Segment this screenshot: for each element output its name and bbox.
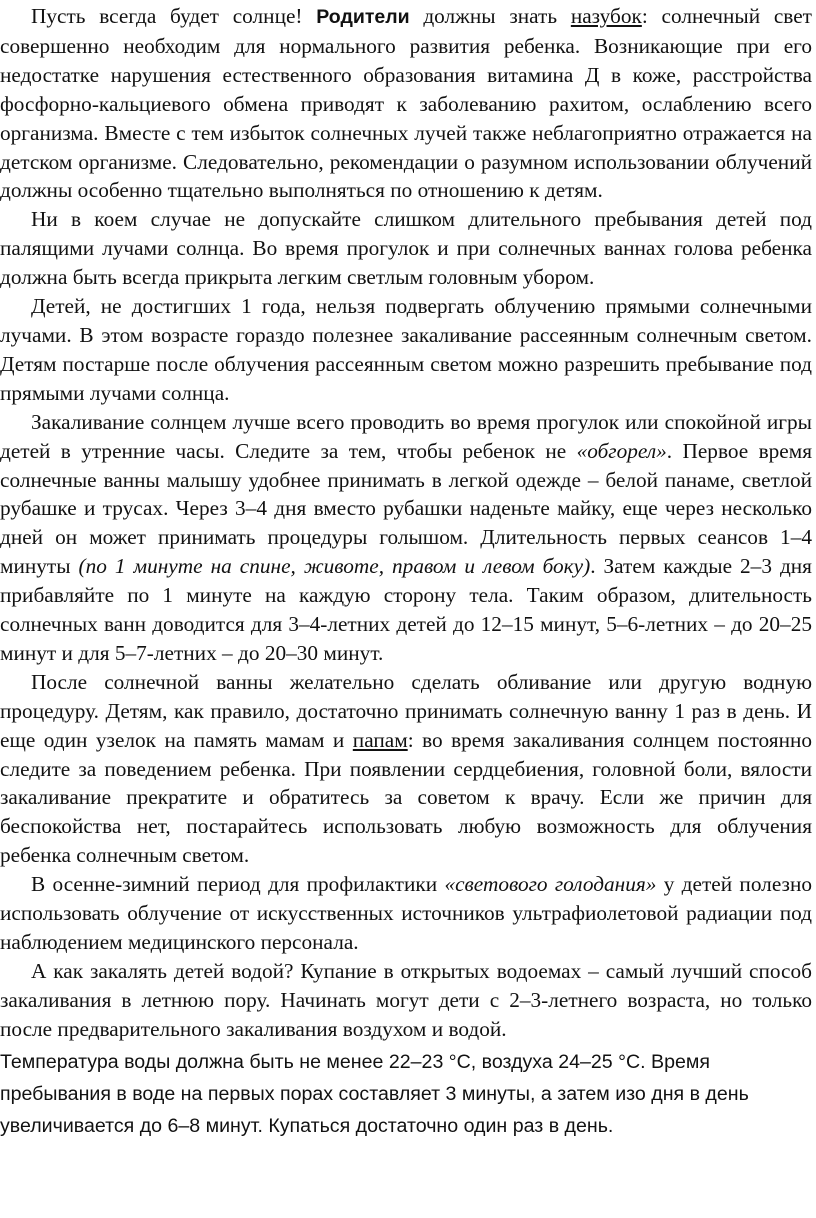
paragraph-4 [0,408,814,668]
paragraph-6 [0,870,814,957]
paragraph-5-rest: : во время закаливания солнцем постоянно следите за поведением ребенка. При появлении сердцебиения, головной боли, вялости закаливание прекратите и обратитесь за советом к врачу. Если же причин для беспокойства нет, постарайтесь использовать любую возможность для облучения ребенка солнечным светом. [0,727,813,868]
paragraph-4-lead: Закаливание солнцем лучше всего проводить во время прогулок или спокойной игры детей в утренние часы. Следите за тем, чтобы ребенок не [0,409,812,463]
paragraph-5-underlined: папам [352,727,408,752]
paragraph-4-italic-1: «обгорел» [576,438,667,463]
paragraph-1-mid: должны знать [409,4,571,28]
paragraph-5 [0,668,814,870]
paragraph-6-lead: В осенне-зимний период для профилактики [31,872,445,897]
paragraph-4-italic-2: (по 1 минуте на спине, животе, правом и левом боку) [78,554,591,579]
paragraph-1-lead: Пусть всегда будет солнце! [31,4,317,28]
paragraph-6-italic: «светового голодания» [444,872,657,897]
paragraph-7: А как закалять детей водой? Купание в открытых водоемах – самый лучший способ закаливания в летнюю пору. Начинать могут дети с 2–3-летнего возраста, но только после предварительного закаливания воздухом и водой. [0,958,812,1041]
paragraph-4-rest: . Затем каждые 2–3 дня прибавляйте по 1 минуте на каждую сторону тела. Таким образом, длительность солнечных ванн доводится для 3–4-летних детей до 12–15 минут, 5–6-летних – до 20–25 минут и для 5–7-летних – до 20–30 минут. [0,554,812,665]
paragraph-1-underlined: назубок [570,4,642,28]
paragraph-1-bold-word: Родители [316,6,410,28]
paragraph-4-mid: . Первое время солнечные ванны малышу удобнее принимать в легкой одежде – белой панаме, светлой рубашке и трусах. Через 3–4 дня вместо рубашки наденьте майку, еще через несколько дней он может принимать процедуры голышом. Длительность первых сеансов 1–4 минуты [0,438,812,579]
paragraph-5-lead: После солнечной ванны желательно сделать обливание или другую водную процедуру. Детям, как правило, достаточно принимать солнечную ванну 1 раз в день. И еще один узелок на память мамам и [0,669,812,752]
paragraph-1-rest: : солнечный свет совершенно необходим для нормального развития ребенка. Возникающие при его недостатке нарушения естественного образования витамина Д в коже, расстройства фосфорно-кальциевого обмена приводят к заболеванию рахитом, ослаблению всего организма. Вместе с тем избыток солнечных лучей также неблагоприятно отражается на детском организме. Следовательно, рекомендации о разумном использовании облучений должны особенно тщательно выполняться по отношению к детям. [0,4,812,203]
paragraph-1 [0,2,814,205]
paragraph-3: Детей, не достигших 1 года, нельзя подвергать облучению прямыми солнечными лучами. В этом возрасте гораздо полезнее закаливание рассеянным солнечным светом. Детям постарше после облучения рассеянным светом можно разрешить пребывание под прямыми лучами солнца. [0,294,812,405]
paragraph-2: Ни в коем случае не допускайте слишком длительного пребывания детей под палящими лучами солнца. Во время прогулок и при солнечных ваннах голова ребенка должна быть всегда прикрыта легким светлым головным убором. [0,207,812,290]
paragraph-6-rest: у детей полезно использовать облучение от искусственных источников ультрафиолетовой радиации под наблюдением медицинского персонала. [0,872,812,954]
paragraph-8: Температура воды должна быть не менее 22–23 °С, воздуха 24–25 °С. Время пребывания в воде на первых порах составляет 3 минуты, а затем изо дня в день увеличивается до 6–8 минут. Купаться достаточно один раз в день. [0,1050,749,1137]
